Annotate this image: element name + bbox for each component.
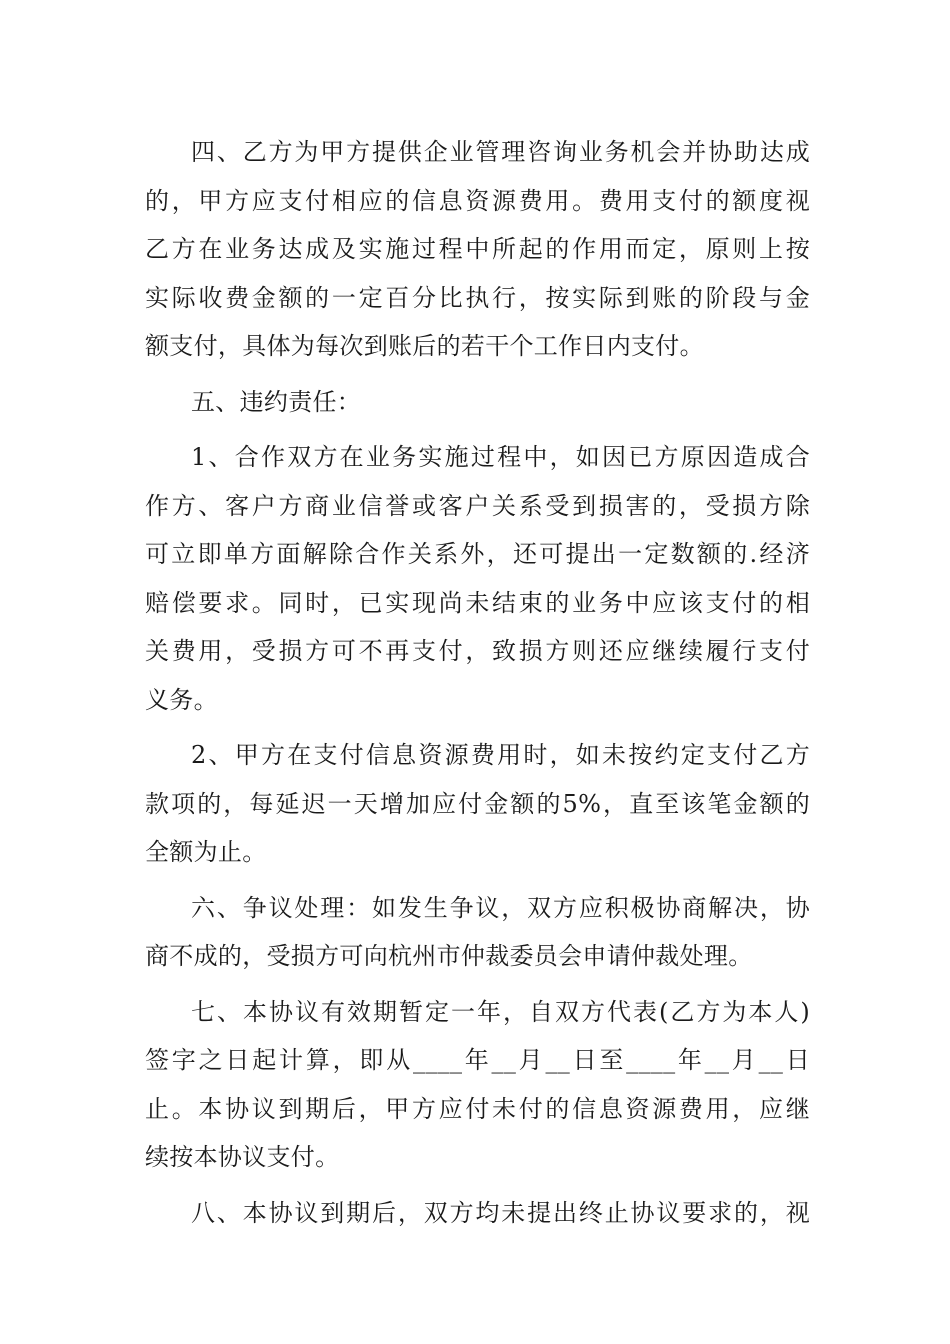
text-line: 的，甲方应支付相应的信息资源费用。费用支付的额度视 [145,186,810,215]
text-line: 乙方在业务达成及实施过程中所起的作用而定，原则上按 [145,235,810,263]
text-line: 八、本协议到期后，双方均未提出终止协议要求的，视 [191,1198,810,1227]
text-line: 2、甲方在支付信息资源费用时，如未按约定支付乙方 [191,741,810,769]
clause-5-item-2-paragraph [145,731,810,877]
clause-4-paragraph [145,128,810,371]
document-body [145,128,810,1244]
text-line: 款项的，每延迟一天增加应付金额的5%，直至该笔金额的 [145,789,810,818]
text-line: 实际收费金额的一定百分比执行，按实际到账的阶段与金 [145,283,810,312]
clause-8-paragraph [145,1189,810,1238]
text-line: 七、本协议有效期暂定一年，自双方代表(乙方为本人) [191,997,810,1026]
text-line: 关费用，受损方可不再支付，致损方则还应继续履行支付 [145,637,810,665]
text-line: 签字之日起计算，即从____年__月__日至____年__月__日 [145,1046,810,1074]
text-line: 续按本协议支付。 [145,1143,340,1171]
clause-5-heading [145,378,810,427]
text-line: 六、争议处理：如发生争议，双方应积极协商解决，协 [191,893,810,922]
text-line: 止。本协议到期后，甲方应付未付的信息资源费用，应继 [145,1094,810,1123]
clause-7-paragraph [145,988,810,1182]
text-line: 四、乙方为甲方提供企业管理咨询业务机会并协助达成 [191,138,810,166]
text-line: 全额为止。 [145,838,267,866]
text-line: 五、违约责任： [191,387,362,416]
clause-6-paragraph [145,884,810,981]
text-line: 赔偿要求。同时，已实现尚未结束的业务中应该支付的相 [145,588,810,617]
text-line: 额支付，具体为每次到账后的若干个工作日内支付。 [145,332,704,360]
text-line: 1、合作双方在业务实施过程中，如因已方原因造成合 [191,443,810,471]
text-line: 作方、客户方商业信誉或客户关系受到损害的，受损方除 [145,491,810,520]
text-line: 义务。 [145,685,218,714]
text-line: 商不成的，受损方可向杭州市仲裁委员会申请仲裁处理。 [145,942,753,970]
text-line: 可立即单方面解除合作关系外，还可提出一定数额的.经济 [145,540,810,568]
clause-5-item-1-paragraph [145,433,810,724]
